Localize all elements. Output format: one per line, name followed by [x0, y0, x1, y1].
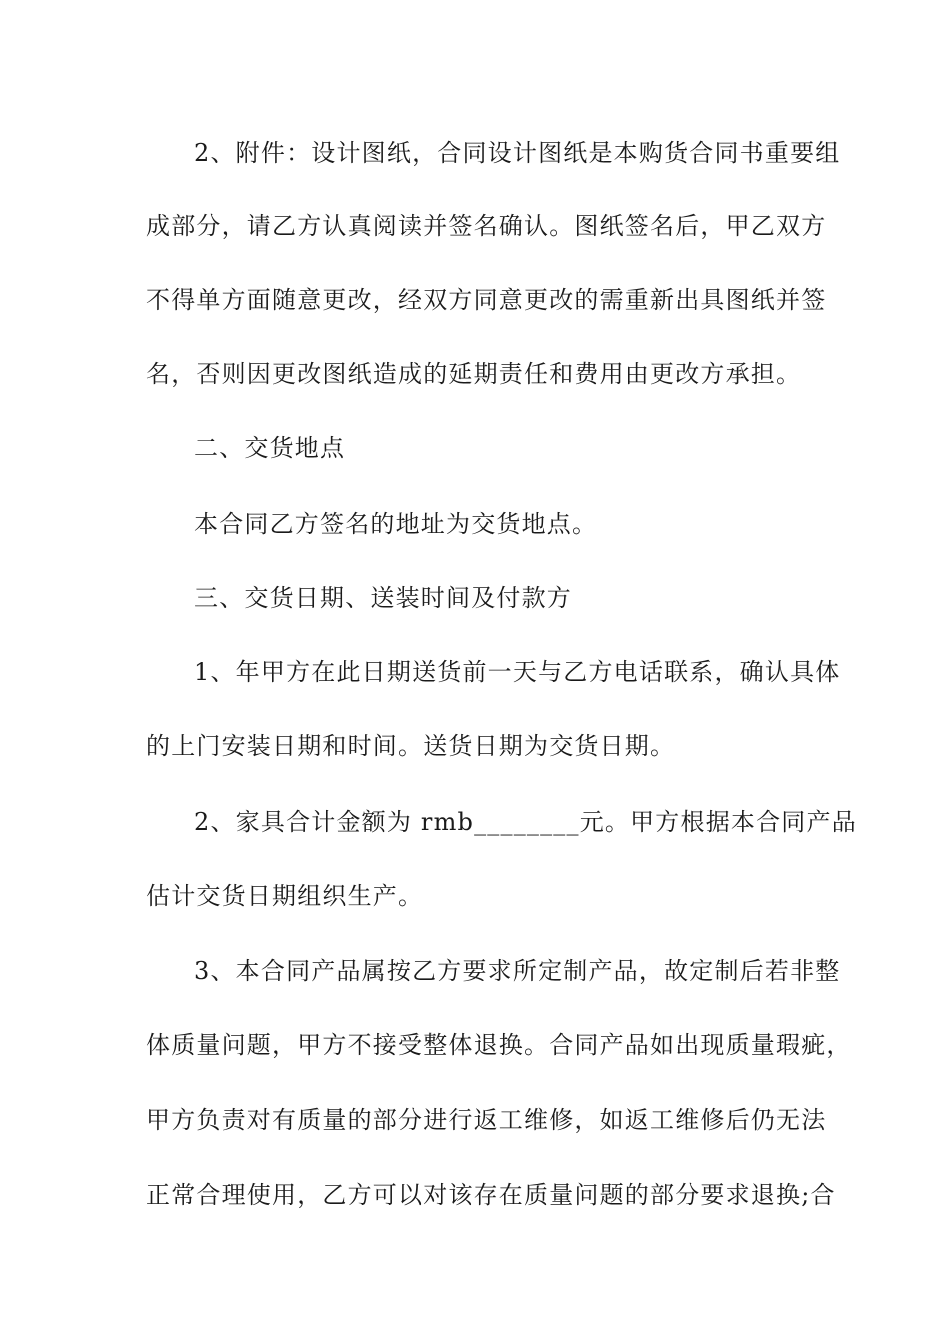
- clause-2-amount-line-2: 估计交货日期组织生产。: [146, 882, 424, 910]
- clause-1-delivery-line-1: 1、年甲方在此日期送货前一天与乙方电话联系，确认具体: [194, 658, 841, 686]
- clause-2-attachment-line-3: 不得单方面随意更改，经双方同意更改的需重新出具图纸并签: [146, 286, 827, 314]
- delivery-location-paragraph: 本合同乙方签名的地址为交货地点。: [194, 510, 598, 538]
- clause-2-attachment-line-1: 2、附件：设计图纸，合同设计图纸是本购货合同书重要组: [194, 139, 841, 167]
- clause-3-quality-line-4: 正常合理使用，乙方可以对该存在质量问题的部分要求退换;合: [146, 1181, 836, 1209]
- section-heading-delivery-location: 二、交货地点: [194, 434, 346, 462]
- section-heading-delivery-date: 三、交货日期、送装时间及付款方: [194, 584, 572, 612]
- clause-3-quality-line-2: 体质量问题，甲方不接受整体退换。合同产品如出现质量瑕疵，: [146, 1031, 852, 1059]
- clause-3-quality-line-3: 甲方负责对有质量的部分进行返工维修，如返工维修后仍无法: [146, 1106, 827, 1134]
- clause-2-amount-line-1: 2、家具合计金额为 rmb________元。甲方根据本合同产品: [194, 808, 857, 836]
- clause-2-attachment-line-2: 成部分，请乙方认真阅读并签名确认。图纸签名后，甲乙双方: [146, 212, 827, 240]
- clause-1-delivery-line-2: 的上门安装日期和时间。送货日期为交货日期。: [146, 732, 676, 760]
- clause-2-attachment-line-4: 名，否则因更改图纸造成的延期责任和费用由更改方承担。: [146, 360, 802, 388]
- clause-3-quality-line-1: 3、本合同产品属按乙方要求所定制产品，故定制后若非整: [194, 957, 841, 985]
